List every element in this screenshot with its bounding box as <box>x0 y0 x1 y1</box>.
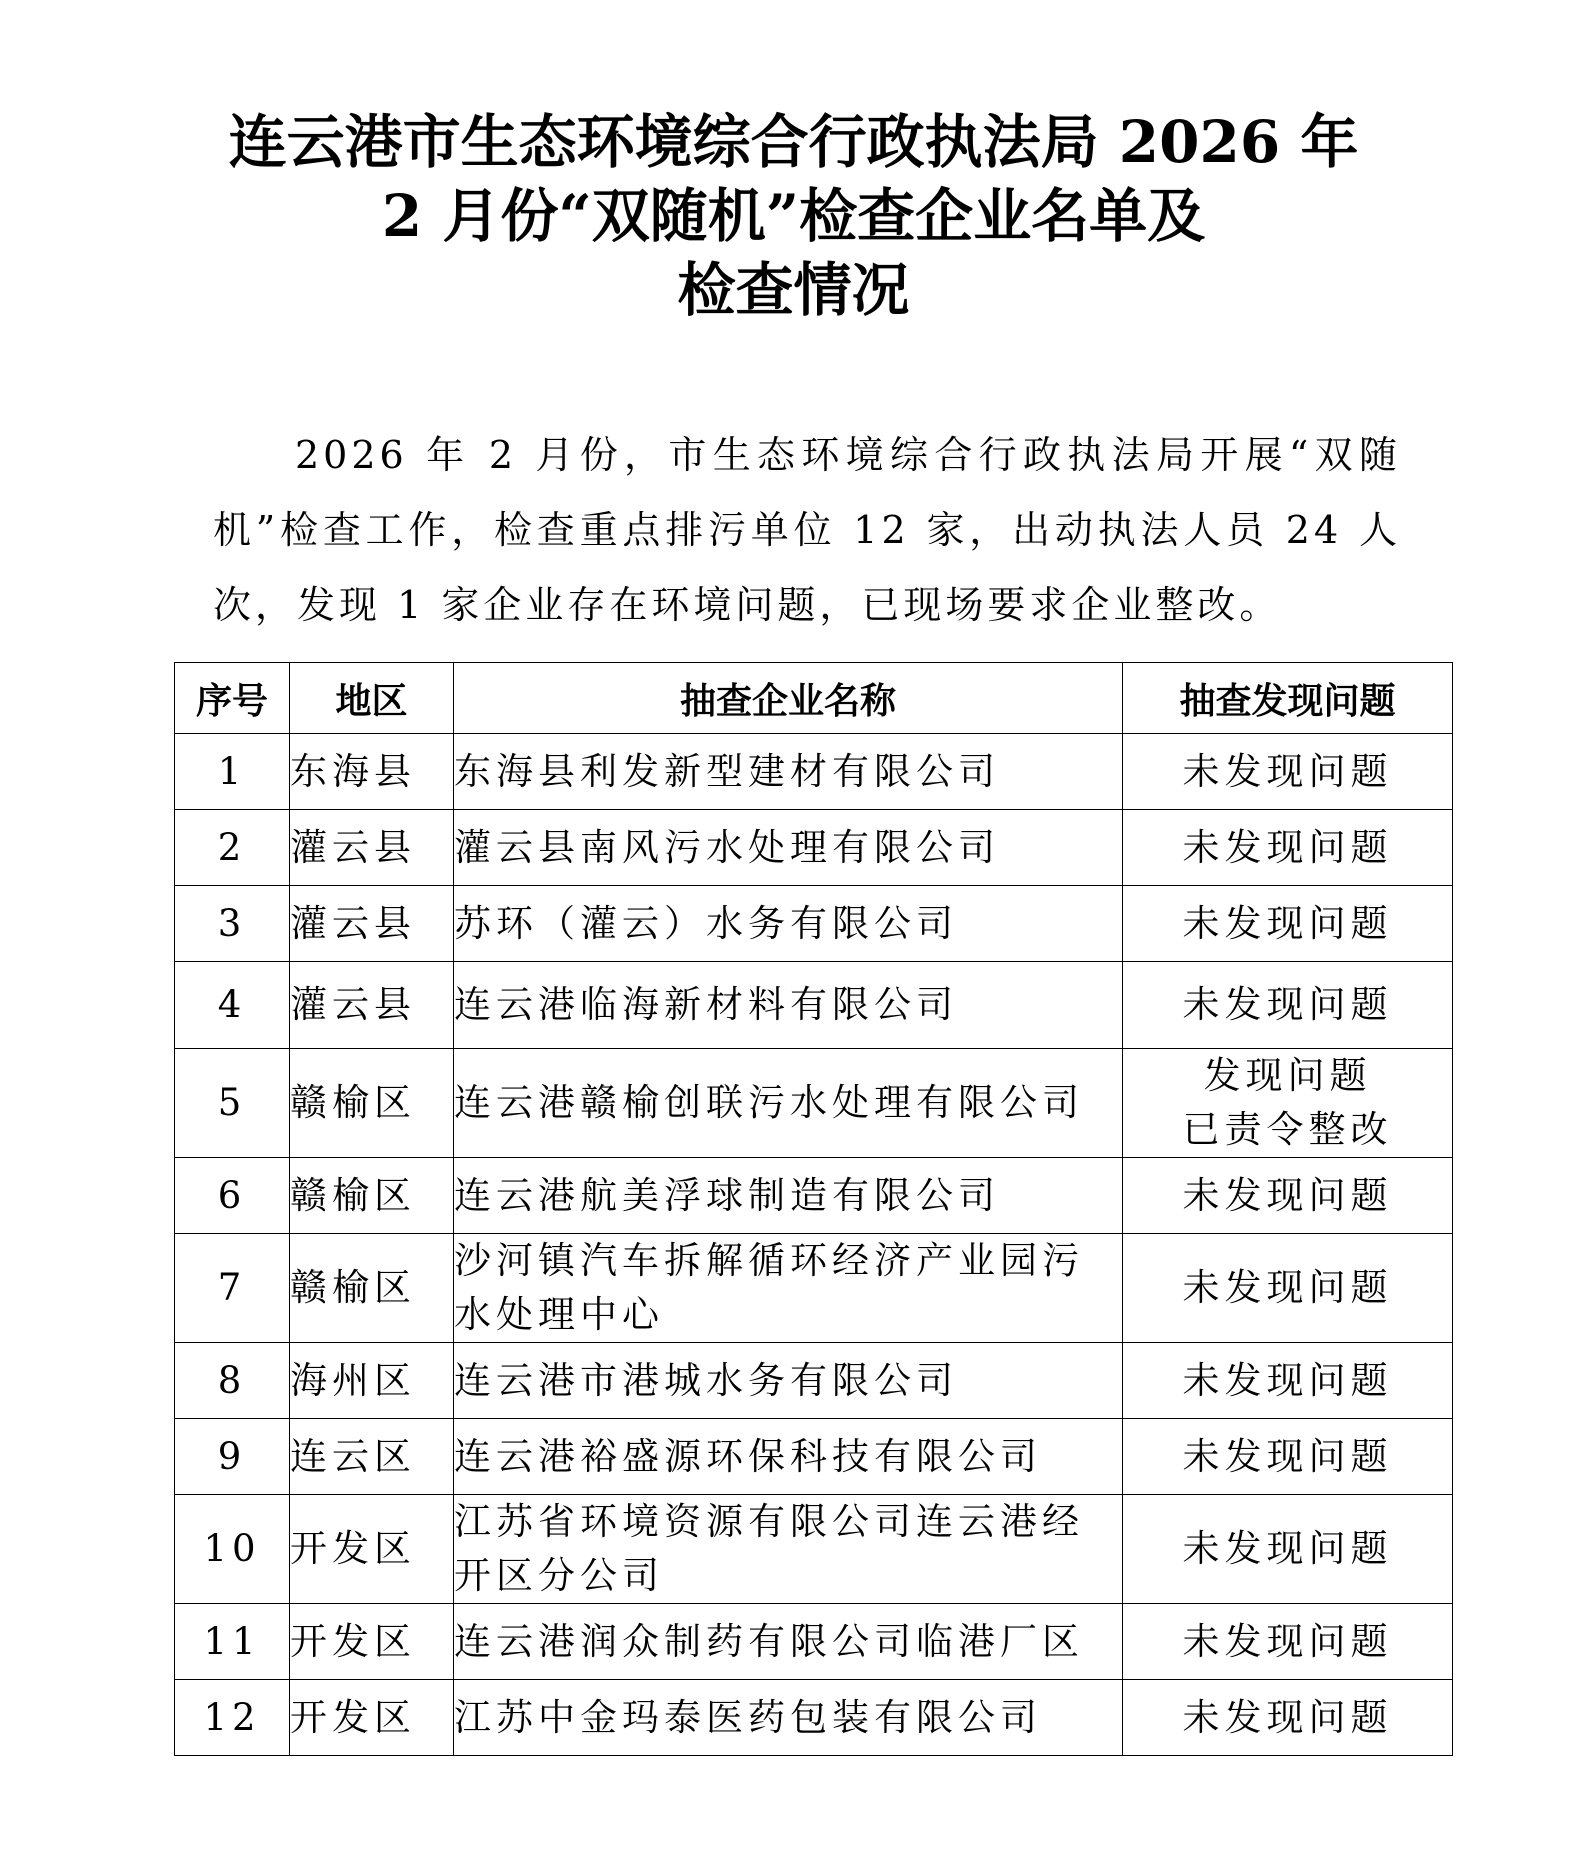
cell-no: 9 <box>175 1419 290 1495</box>
cell-region: 赣榆区 <box>290 1158 454 1234</box>
cell-no: 6 <box>175 1158 290 1234</box>
cell-name: 连云港裕盛源环保科技有限公司 <box>454 1419 1123 1495</box>
cell-result: 未发现问题 <box>1123 1158 1453 1234</box>
cell-name: 灌云县南风污水处理有限公司 <box>454 810 1123 886</box>
cell-result: 未发现问题 <box>1123 886 1453 962</box>
cell-no: 3 <box>175 886 290 962</box>
title-line-2: 2 月份“双随机”检查企业名单及 <box>381 182 1206 250</box>
header-name: 抽查企业名称 <box>454 663 1123 734</box>
cell-region: 开发区 <box>290 1604 454 1680</box>
cell-no: 10 <box>175 1495 290 1604</box>
cell-no: 7 <box>175 1234 290 1343</box>
table-row <box>175 1343 1453 1419</box>
cell-name: 江苏中金玛泰医药包装有限公司 <box>454 1680 1123 1756</box>
result-line-2: 已责令整改 <box>1182 1108 1393 1151</box>
cell-name: 连云港临海新材料有限公司 <box>454 962 1123 1049</box>
cell-result: 未发现问题 <box>1123 734 1453 810</box>
cell-no: 5 <box>175 1049 290 1158</box>
table-row <box>175 1604 1453 1680</box>
table-row <box>175 1158 1453 1234</box>
table-row <box>175 1419 1453 1495</box>
cell-region: 海州区 <box>290 1343 454 1419</box>
cell-region: 连云区 <box>290 1419 454 1495</box>
cell-result: 未发现问题 <box>1123 810 1453 886</box>
header-region: 地区 <box>290 663 454 734</box>
intro-paragraph: 2026 年 2 月份，市生态环境综合行政执法局开展“双随机”检查工作，检查重点排污单位 12 家，出动执法人员 24 人次，发现 1 家企业存在环境问题，已现场要求企业整改。 <box>213 433 1401 627</box>
cell-name: 江苏省环境资源有限公司连云港经开区分公司 <box>454 1495 1123 1604</box>
cell-name: 东海县利发新型建材有限公司 <box>454 734 1123 810</box>
cell-result: 未发现问题 <box>1123 1495 1453 1604</box>
document-title <box>0 105 1587 327</box>
cell-region: 开发区 <box>290 1680 454 1756</box>
cell-name: 沙河镇汽车拆解循环经济产业园污水处理中心 <box>454 1234 1123 1343</box>
cell-name: 连云港赣榆创联污水处理有限公司 <box>454 1049 1123 1158</box>
table-row <box>175 1495 1453 1604</box>
cell-region: 赣榆区 <box>290 1049 454 1158</box>
cell-region: 东海县 <box>290 734 454 810</box>
table-header-row <box>175 663 1453 734</box>
cell-no: 12 <box>175 1680 290 1756</box>
table-row <box>175 734 1453 810</box>
cell-no: 11 <box>175 1604 290 1680</box>
cell-no: 8 <box>175 1343 290 1419</box>
table-row <box>175 810 1453 886</box>
cell-name: 苏环（灌云）水务有限公司 <box>454 886 1123 962</box>
cell-name: 连云港润众制药有限公司临港厂区 <box>454 1604 1123 1680</box>
table-row <box>175 1234 1453 1343</box>
table-row <box>175 1049 1453 1158</box>
cell-no: 2 <box>175 810 290 886</box>
cell-no: 1 <box>175 734 290 810</box>
title-line-1: 连云港市生态环境综合行政执法局 2026 年 <box>228 108 1359 176</box>
inspection-table <box>174 662 1453 1756</box>
header-no: 序号 <box>175 663 290 734</box>
cell-result <box>1123 1049 1453 1158</box>
cell-name: 连云港航美浮球制造有限公司 <box>454 1158 1123 1234</box>
cell-region: 灌云县 <box>290 886 454 962</box>
cell-result: 未发现问题 <box>1123 1343 1453 1419</box>
table-row <box>175 886 1453 962</box>
cell-result: 未发现问题 <box>1123 1604 1453 1680</box>
cell-region: 赣榆区 <box>290 1234 454 1343</box>
cell-name: 连云港市港城水务有限公司 <box>454 1343 1123 1419</box>
cell-result: 未发现问题 <box>1123 1234 1453 1343</box>
cell-region: 开发区 <box>290 1495 454 1604</box>
cell-result: 未发现问题 <box>1123 1419 1453 1495</box>
cell-result: 未发现问题 <box>1123 1680 1453 1756</box>
cell-result: 未发现问题 <box>1123 962 1453 1049</box>
result-line-1: 发现问题 <box>1203 1054 1372 1097</box>
table-row <box>175 1680 1453 1756</box>
title-line-3: 检查情况 <box>677 256 910 324</box>
table-row <box>175 962 1453 1049</box>
cell-region: 灌云县 <box>290 810 454 886</box>
cell-no: 4 <box>175 962 290 1049</box>
header-result: 抽查发现问题 <box>1123 663 1453 734</box>
cell-region: 灌云县 <box>290 962 454 1049</box>
